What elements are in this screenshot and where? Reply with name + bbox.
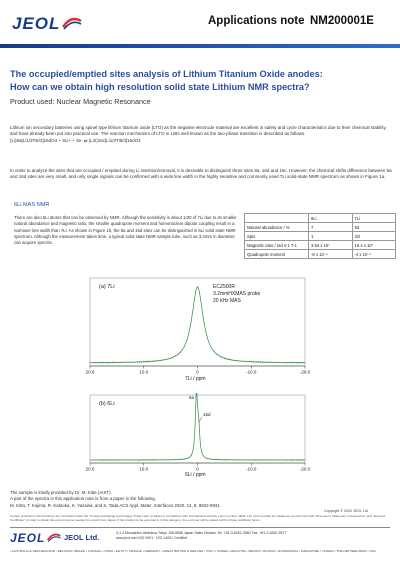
x-tick-label: 0 xyxy=(196,369,199,375)
x-tick-label: 10.0 xyxy=(139,466,149,472)
table-header-cell: 7Li xyxy=(352,214,396,223)
table-header-row xyxy=(245,214,396,223)
logo-text: JEOL xyxy=(12,14,61,33)
annotation-line: 3.2mmHXMAS probe xyxy=(213,291,261,297)
table-cell: Magnetic ratio / rad s-1 T-1 xyxy=(245,241,309,250)
company-name: JEOL Ltd. xyxy=(64,533,100,542)
table-row xyxy=(245,250,396,259)
spectrum-b-svg xyxy=(85,393,310,479)
table-cell: 3/2 xyxy=(352,232,396,241)
panel-label: (a) 7Li xyxy=(99,284,115,290)
ack-reference: M. Kitta, T. Kojima, R. Kataoka, K. Yazawa, and K. Tada ACS Appl. Mater. Interfaces 2020, 12, 8, 9922-9931 xyxy=(10,502,220,508)
x-tick-label: 10.0 xyxy=(139,369,149,375)
intro-paragraph xyxy=(10,125,392,144)
footer-logo-text: JEOL xyxy=(10,531,46,545)
section-title: 6Li MAS NMR xyxy=(14,202,50,208)
spectrum-line xyxy=(90,393,305,460)
jeol-logo xyxy=(12,14,83,34)
country-list: • AUSTRALIA & NEW ZEALAND • BELGIUM • BRAZIL • CANADA • CHINA • EGYPT • FRANCE • GERMANY • GREAT BRITAIN & IRELAND • ITALY • KOREA • MALAYSIA • MEXICO • RUSSIA • SCANDINAVIA • SINGAPORE • TAIWAN • THE NETHERLANDS • USA xyxy=(10,549,376,553)
table-row xyxy=(245,241,396,250)
spectrum-a-svg xyxy=(85,276,310,384)
table-cell: 7 xyxy=(309,223,353,232)
footer-jeol-logo xyxy=(10,531,62,545)
x-ticks xyxy=(86,463,310,472)
x-tick-label: 0 xyxy=(196,466,199,472)
table-cell: Natural abundance / % xyxy=(245,223,309,232)
li6-paragraph: There are also 6Li atoms that can be observed by NMR. Although the sensitivity is about 1/30 of 7Li due to its smaller natural abundance and magnetic ratio, the smaller quadrupole moment and homonuclear dipolar coupling result in a narrower line width than 7Li. As shown in Figure 1b, the 8a and 16d sites can be distinguished in 6Li solid state NMR spectrum. Although the measurement takes time, a typical solid state NMR sample tube, such as 3.2mm in diameter, can acquire spectra. xyxy=(14,215,237,246)
panel-label: (b) 6Li xyxy=(99,401,115,407)
product-used: Product used: Nuclear Magnetic Resonance xyxy=(10,97,151,106)
title-line-2: How can we obtain high resolution solid state Lithium NMR spectra? xyxy=(10,81,310,92)
page-title xyxy=(10,68,392,93)
x-tick-label: -10.0 xyxy=(246,369,257,375)
table-cell: 93 xyxy=(352,223,396,232)
logo-swoosh-icon xyxy=(61,17,83,31)
peak-label-8a: 8a xyxy=(189,395,195,400)
table-cell: -4 x 10⁻² xyxy=(352,250,396,259)
header-rule xyxy=(0,44,400,48)
intro-text: Lithium ion secondary batteries using spinel type lithium titanium oxide (LTO) as the negative electrode material are excellent in safety and cycle characteristics due to their chemical stability, and have already been put into practical use. The reaction mechanism of LTO in LIBs well known as the two-phase transition is described as follows. xyxy=(10,125,387,137)
plot-frame xyxy=(90,278,305,366)
x-tick-label: 20.0 xyxy=(85,466,95,472)
sites-paragraph: In order to analyze the sites that are occupied / emptied during Li insertion/removal, it is desirable to distinguish three sites 8a, 16d and 16c. However, the chemical shifts difference between 8a and 16d sites are very small, and only single signals can be confirmed with a wide line width in the highly sensitive and commonly used 7Li solid-state NMR spectrum as shown in Figure 1a. xyxy=(10,168,392,180)
table-header-cell xyxy=(245,214,309,223)
x-axis-label: 7Li / ppm xyxy=(185,376,206,382)
isotope-properties-table xyxy=(244,213,396,259)
title-line-1: The occupied/emptied sites analysis of Lithium Titanium Oxide anodes: xyxy=(10,69,323,79)
x-tick-label: -20.0 xyxy=(299,369,310,375)
table-cell: -8 x 10⁻⁴ xyxy=(309,250,353,259)
annotation-line: ECZ500R xyxy=(213,284,235,290)
table-row xyxy=(245,223,396,232)
footer-logo-swoosh-icon xyxy=(46,533,62,543)
table-cell: 10.4 x 10⁷ xyxy=(352,241,396,250)
x-tick-label: 20.0 xyxy=(85,369,95,375)
x-axis-label: 6Li / ppm xyxy=(185,472,206,478)
spectrum-line xyxy=(90,287,305,364)
x-tick-label: -20.0 xyxy=(299,466,310,472)
table-cell: Spin xyxy=(245,232,309,241)
peak-label-16d: 16d xyxy=(203,412,211,417)
table-row xyxy=(245,232,396,241)
annotation-line: 20 kHz MAS xyxy=(213,298,241,304)
table-cell: Quadrupole moment xyxy=(245,250,309,259)
address-line: 3-1-2 Musashino Akishima Tokyo 196-8558 Japan Sales Division Tel. +81-3-6262-3560 Fax. +81-3-6262-3577 xyxy=(116,531,287,535)
x-tick-label: -10.0 xyxy=(246,466,257,472)
page-header xyxy=(0,0,400,44)
ack-sample: The sample is kindly provided by Dr. M. Kitta (AIST). xyxy=(10,490,112,495)
spectrum-b xyxy=(85,393,310,479)
doc-type: Applications note xyxy=(208,15,305,27)
export-control-note: Certain products in this brochure are controlled under the "Foreign Exchange and Foreign Trade Law" of Japan in compliance with international security export control. JEOL Ltd. must provide the Japanese Government with "End-user's Statement of Assurance" and "End-use Certificate" in order to obtain the export license needed for export from Japan. If the product to be exported is in this category, the end user will be asked to fill in these certificate forms. xyxy=(10,514,386,523)
company-address xyxy=(116,531,396,540)
acknowledgements xyxy=(10,490,400,509)
table-cell: 3.94 x 10⁷ xyxy=(309,241,353,250)
x-ticks xyxy=(86,366,310,375)
doc-code: NM200001E xyxy=(310,15,374,27)
table-cell: 1 xyxy=(309,232,353,241)
ack-paper-note: A part of the spectra in this application note is from a paper in the following. xyxy=(10,496,156,502)
footer-divider xyxy=(10,527,390,528)
table-header-cell: 6Li xyxy=(309,214,353,223)
copyright: Copyright © 2020 JEOL Ltd. xyxy=(324,509,369,513)
spectrum-a xyxy=(85,276,310,384)
website-line: www.jeol.com ISO 9001 · ISO 14001 Certified xyxy=(116,535,188,540)
reaction-equation: (Li)8a[Li1/3Ti5/3]16dO4 + 3Li+ + 3e- ⇌ (Li2)16c[Li1/3Ti5/3]16dO4 xyxy=(10,137,141,143)
